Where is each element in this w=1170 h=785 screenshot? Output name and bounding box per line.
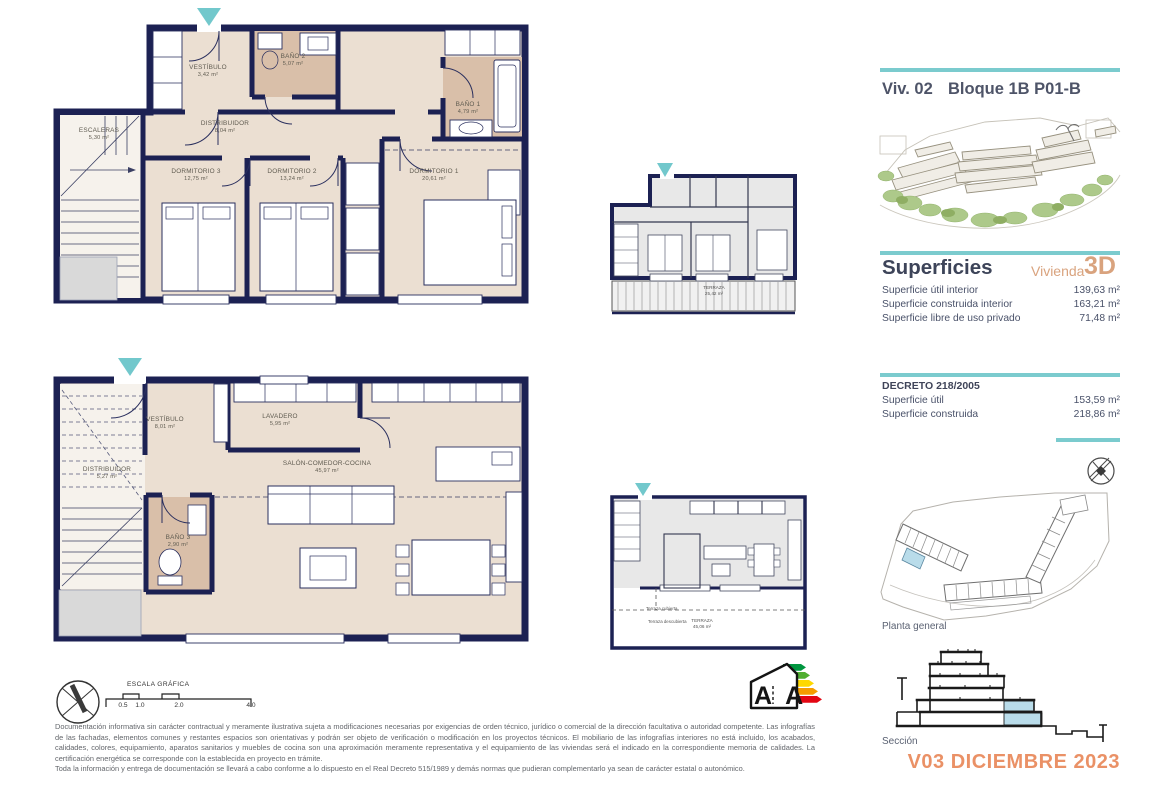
scale-tick-20: 2.0 bbox=[174, 702, 184, 709]
energy-certificate-icon bbox=[742, 656, 824, 718]
room-name: BAÑO 2 bbox=[280, 53, 306, 60]
north-compass-icon bbox=[52, 678, 104, 728]
room-label-vestibulo-p1 bbox=[189, 64, 227, 80]
terraza-label-lower bbox=[691, 618, 712, 629]
room-area: 8,01 m² bbox=[154, 424, 176, 431]
room-label-bano2 bbox=[281, 53, 306, 69]
disclaimer-paragraph-1: Documentación informativa sin carácter contractual y meramente ilustrativa sujeta a modificaciones necesarias por exigencias de orden técnico, jurídico o comercial de la dirección facultativa o autoridad competente. Las infografías de las fachadas, elementos comunes y restantes espacios son orientativas y podrán ser objeto de verificación o modificación en los proyectos técnicos. El mobiliario de las infografías interiores no está incluido, los acabados, calidades, colores, equipamiento, aparatos sanitarios y muebles de cocina son una aproximación meramente representativa y el equipamiento de las viviendas será el indicado en la correspondiente memoria de calidades. La certificación energética se corresponde con la establecida en proyecto en trámite. bbox=[55, 722, 815, 763]
disclaimer-paragraph-2: Toda la información y entrega de documentación se llevará a cabo conforme a lo dispuesto en el Real Decreto 515/1989 y demás normas que pudieran complementarlo ya sean de carácter estatal o autonómico. bbox=[55, 764, 745, 773]
lower-floor-plan bbox=[50, 355, 532, 657]
row-label: Superficie útil interior bbox=[882, 285, 979, 296]
row-label: Superficie útil bbox=[882, 395, 944, 406]
scale-tick-05: 0.5 bbox=[118, 702, 128, 709]
aerial-3d-sketch bbox=[875, 112, 1125, 247]
room-label-dormitorio2 bbox=[267, 168, 316, 184]
room-area: 5,95 m² bbox=[269, 421, 291, 428]
entrance-marker-icon bbox=[197, 8, 221, 26]
room-area: 3,42 m² bbox=[197, 72, 219, 79]
row-value: 218,86 m² bbox=[1073, 409, 1120, 420]
room-label-escaleras bbox=[79, 127, 119, 143]
entrance-marker-icon bbox=[118, 358, 142, 376]
room-area: 20,61 m² bbox=[422, 176, 446, 183]
room-area: 4,79 m² bbox=[457, 109, 479, 116]
room-name: DORMITORIO 3 bbox=[171, 168, 221, 175]
scale-bar bbox=[100, 688, 270, 714]
site-plan bbox=[875, 445, 1125, 625]
north-compass-icon bbox=[1088, 458, 1114, 484]
room-label-distribuidor-p1 bbox=[201, 120, 249, 136]
row-label: Superficie construida bbox=[882, 409, 979, 420]
room-name: VESTÍBULO bbox=[146, 416, 184, 423]
energy-letters: A A bbox=[754, 682, 808, 710]
room-area: 8,04 m² bbox=[214, 128, 236, 135]
decreto-table bbox=[882, 395, 1120, 423]
scale-tick-40: 4.0 bbox=[246, 702, 256, 709]
room-name: LAVADERO bbox=[262, 413, 298, 420]
room-name: DORMITORIO 2 bbox=[267, 168, 317, 175]
row-value: 139,63 m² bbox=[1073, 285, 1120, 296]
decreto-title: DECRETO 218/2005 bbox=[882, 380, 980, 392]
badge-3d: 3D bbox=[1084, 252, 1116, 280]
room-area: 25,42 m² bbox=[704, 290, 724, 296]
superficies-title: Superficies bbox=[882, 256, 993, 279]
room-name: TERRAZA bbox=[691, 618, 713, 623]
room-label-vestibulo-p0 bbox=[146, 416, 184, 432]
table-row bbox=[882, 409, 1120, 420]
vivienda-label: Vivienda bbox=[1031, 263, 1085, 279]
room-area: 2,90 m² bbox=[167, 542, 189, 549]
room-label-dormitorio1 bbox=[409, 168, 458, 184]
room-name: BAÑO 1 bbox=[455, 101, 481, 108]
room-area: 45,06 m² bbox=[692, 623, 712, 629]
room-area: 5,07 m² bbox=[282, 61, 304, 68]
room-name: DISTRIBUIDOR bbox=[200, 120, 250, 127]
planta-general-label: Planta general bbox=[882, 621, 947, 632]
row-label: Superficie construida interior bbox=[882, 299, 1013, 310]
room-label-lavadero bbox=[262, 413, 297, 429]
superficies-table bbox=[882, 285, 1120, 327]
room-name: ESCALERAS bbox=[78, 127, 120, 134]
room-label-distribuidor-p0 bbox=[83, 466, 131, 482]
version-stamp: V03 DICIEMBRE 2023 bbox=[907, 751, 1120, 773]
room-area: 12,75 m² bbox=[184, 176, 208, 183]
table-row bbox=[882, 285, 1120, 296]
row-value: 71,48 m² bbox=[1079, 313, 1120, 324]
scale-bar-title: ESCALA GRÁFICA bbox=[127, 681, 190, 688]
terraza-label-upper bbox=[703, 285, 724, 296]
room-label-salon bbox=[283, 460, 371, 476]
room-area: 5,30 m² bbox=[88, 135, 110, 142]
room-area: 5,27 m² bbox=[96, 474, 118, 481]
block-title: Bloque 1B P01-B bbox=[948, 80, 1081, 98]
unit-title: Viv. 02 bbox=[882, 80, 933, 98]
divider-rule bbox=[880, 68, 1120, 72]
terraza-cubierta-label: Terraza cubierta bbox=[646, 606, 678, 611]
table-row bbox=[882, 313, 1120, 324]
row-value: 163,21 m² bbox=[1073, 299, 1120, 310]
room-name: BAÑO 3 bbox=[165, 534, 191, 541]
terraza-descubierta-label: Terraza descubierta bbox=[648, 619, 687, 624]
room-name: SALÓN-COMEDOR-COCINA bbox=[282, 460, 372, 467]
room-name: TERRAZA bbox=[703, 285, 725, 290]
scale-tick-10: 1.0 bbox=[135, 702, 145, 709]
room-name: DORMITORIO 1 bbox=[409, 168, 459, 175]
room-name: DISTRIBUIDOR bbox=[82, 466, 132, 473]
divider-rule-short bbox=[1056, 438, 1120, 442]
room-label-bano3 bbox=[166, 534, 191, 550]
table-row bbox=[882, 299, 1120, 310]
room-label-dormitorio3 bbox=[171, 168, 220, 184]
room-label-bano1 bbox=[456, 101, 481, 117]
seccion-label: Sección bbox=[882, 736, 918, 747]
room-area: 13,24 m² bbox=[280, 176, 304, 183]
row-label: Superficie libre de uso privado bbox=[882, 313, 1021, 324]
room-name: VESTÍBULO bbox=[189, 64, 227, 71]
row-value: 153,59 m² bbox=[1073, 395, 1120, 406]
table-row bbox=[882, 395, 1120, 406]
room-area: 45,97 m² bbox=[315, 468, 339, 475]
divider-rule bbox=[880, 373, 1120, 377]
